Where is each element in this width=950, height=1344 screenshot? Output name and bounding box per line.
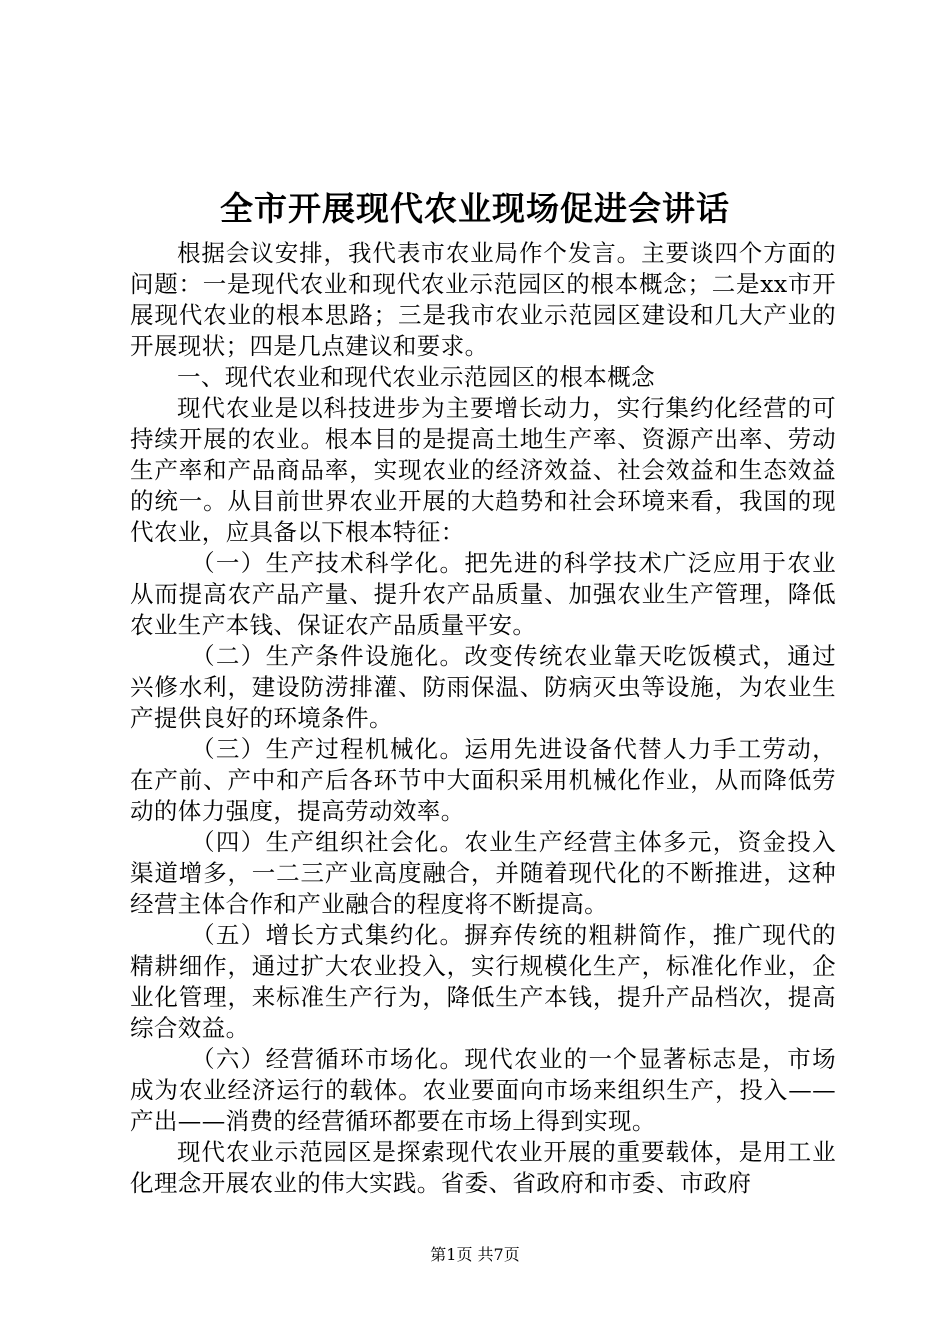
feature-item-5: （五）增长方式集约化。摒弃传统的粗耕简作，推广现代的精耕细作，通过扩大农业投入，实行规模化生产，标准化作业，企业化管理，来标准生产行为，降低生产本钱，提升产品档次，提高综合效益。	[130, 921, 836, 1042]
feature-item-1: （一）生产技术科学化。把先进的科学技术广泛应用于农业从而提高农产品产量、提升农产品质量、加强农业生产管理，降低农业生产本钱、保证农产品质量平安。	[130, 549, 836, 639]
paragraph-definition: 现代农业是以科技进步为主要增长动力，实行集约化经营的可持续开展的农业。根本目的是提高土地生产率、资源产出率、劳动生产率和产品商品率，实现农业的经济效益、社会效益和生态效益的统一。从目前世界农业开展的大趋势和社会环境来看，我国的现代农业，应具备以下根本特征：	[130, 394, 836, 546]
paragraph-intro: 根据会议安排，我代表市农业局作个发言。主要谈四个方面的问题：一是现代农业和现代农业示范园区的根本概念；二是xx市开展现代农业的根本思路；三是我市农业示范园区建设和几大产业的开展现状；四是几点建议和要求。	[130, 239, 836, 360]
paragraph-demo-zone: 现代农业示范园区是探索现代农业开展的重要载体，是用工业化理念开展农业的伟大实践。省委、省政府和市委、市政府	[130, 1138, 836, 1197]
feature-item-4: （四）生产组织社会化。农业生产经营主体多元，资金投入渠道增多，一二三产业高度融合，并随着现代化的不断推进，这种经营主体合作和产业融合的程度将不断提高。	[130, 828, 836, 918]
document-body	[130, 238, 836, 1199]
document-title: 全市开展现代农业现场促进会讲话	[220, 189, 730, 228]
page-footer: 第1页 共7页	[430, 1245, 520, 1264]
section-heading-1: 一、现代农业和现代农业示范园区的根本概念	[177, 363, 655, 391]
feature-item-2: （二）生产条件设施化。改变传统农业靠天吃饭模式，通过兴修水利，建设防涝排灌、防雨保温、防病灭虫等设施，为农业生产提供良好的环境条件。	[130, 642, 836, 732]
feature-item-3: （三）生产过程机械化。运用先进设备代替人力手工劳动，在产前、产中和产后各环节中大面积采用机械化作业，从而降低劳动的体力强度，提高劳动效率。	[130, 735, 836, 825]
feature-item-6: （六）经营循环市场化。现代农业的一个显著标志是，市场成为农业经济运行的载体。农业要面向市场来组织生产，投入——产出——消费的经营循环都要在市场上得到实现。	[130, 1045, 836, 1135]
